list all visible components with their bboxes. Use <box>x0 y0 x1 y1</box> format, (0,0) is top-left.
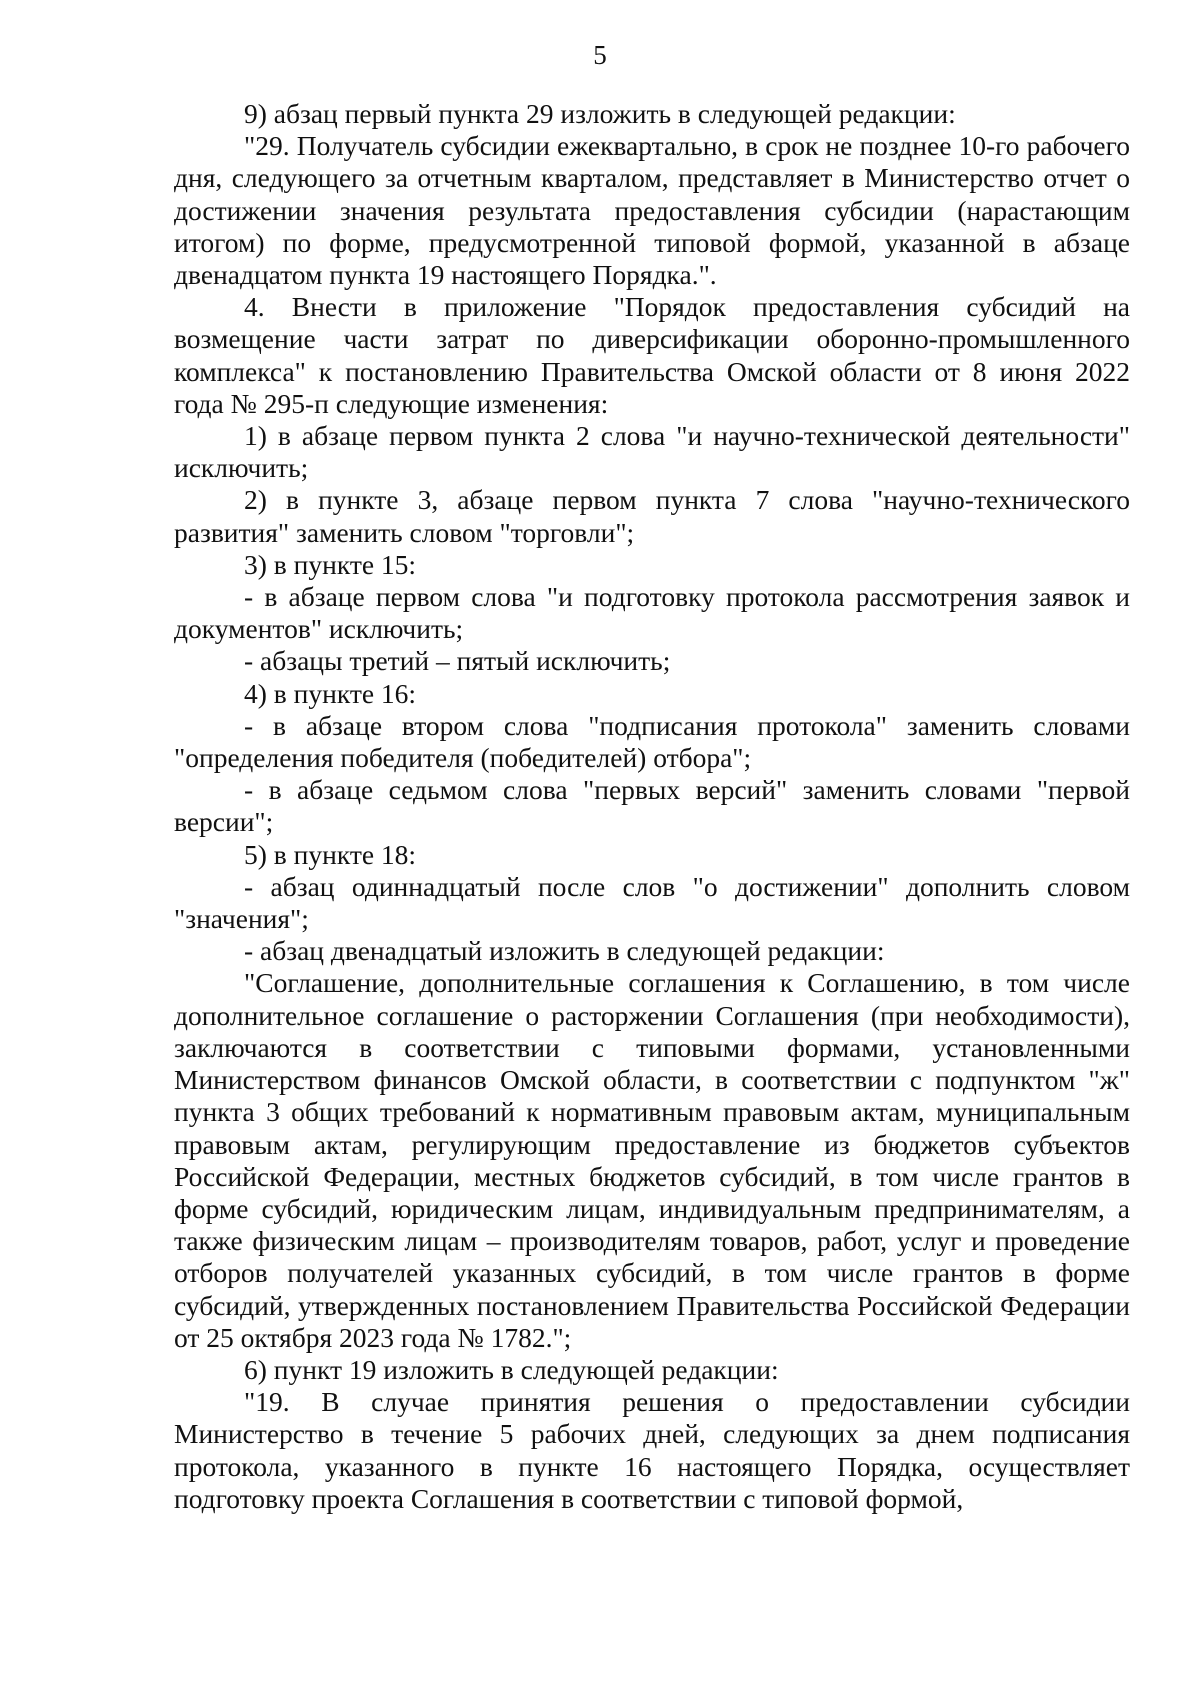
paragraph-item-1: 1) в абзаце первом пункта 2 слова "и научно-технической деятельности" исключить; <box>174 420 1130 484</box>
document-body <box>174 98 1130 1515</box>
paragraph-item-9: 9) абзац первый пункта 29 изложить в следующей редакции: <box>244 98 956 129</box>
paragraph-item-5: 5) в пункте 18: <box>244 838 417 870</box>
paragraph-item-3: 3) в пункте 15: <box>244 548 417 580</box>
paragraph-item-2: 2) в пункте 3, абзаце первом пункта 7 слова "научно-технического развития" заменить словом "торговли"; <box>174 484 1130 548</box>
paragraph-item-6: 6) пункт 19 изложить в следующей редакции: <box>244 1353 779 1385</box>
paragraph-item-4: 4) в пункте 16: <box>244 677 417 709</box>
paragraph-agreement-text: "Соглашение, дополнительные соглашения к Соглашению, в том числе дополнительное соглашение о расторжении Соглашения (при необходимости), заключаются в соответствии с типовыми формами, установленными Министерством финансов Омской области, в соответствии с подпунктом "ж" пункта 3 общих требований к нормативным правовым актам, муниципальным правовым актам, регулирующим предоставление из бюджетов субъектов Российской Федерации, местных бюджетов субсидий, в том числе грантов в форме субсидий, юридическим лицам, индивидуальным предпринимателям, а также физическим лицам – производителям товаров, работ, услуг и проведение отборов получателей указанных субсидий, в том числе грантов в форме субсидий, утвержденных постановлением Правительства Российской Федерации от 25 октября 2023 года № 1782."; <box>174 967 1130 1353</box>
paragraph-item-5-sub-2: - абзац двенадцатый изложить в следующей редакции: <box>244 935 885 967</box>
paragraph-section-4: 4. Внести в приложение "Порядок предоставления субсидий на возмещение части затрат по диверсификации оборонно-промышленного комплекса" к постановлению Правительства Омской области от 8 июня 2022 года № 295-п следующие изменения: <box>174 291 1130 419</box>
paragraph-point-29-text: "29. Получатель субсидии ежеквартально, в срок не позднее 10-го рабочего дня, следующего за отчетным кварталом, представляет в Министерство отчет о достижении значения результата предоставления субсидии (нарастающим итогом) по форме, предусмотренной типовой формой, указанной в абзаце двенадцатом пункта 19 настоящего Порядка.". <box>174 130 1130 291</box>
paragraph-item-4-sub-2: - в абзаце седьмом слова "первых версий" заменить словами "первой версии"; <box>174 774 1130 838</box>
paragraph-item-3-sub-1: - в абзаце первом слова "и подготовку протокола рассмотрения заявок и документов" исключить; <box>174 581 1130 645</box>
paragraph-point-19-text: "19. В случае принятия решения о предоставлении субсидии Министерство в течение 5 рабочих дней, следующих за днем подписания протокола, указанного в пункте 16 настоящего Порядка, осуществляет подготовку проекта Соглашения в соответствии с типовой формой, <box>174 1386 1130 1514</box>
page-number: 5 <box>593 40 607 70</box>
paragraph-item-5-sub-1: - абзац одиннадцатый после слов "о достижении" дополнить словом "значения"; <box>174 870 1130 935</box>
paragraph-item-3-sub-2: - абзацы третий – пятый исключить; <box>244 645 671 677</box>
paragraph-item-4-sub-1: - в абзаце втором слова "подписания протокола" заменить словами "определения победителя (победителей) отбора"; <box>174 709 1130 774</box>
